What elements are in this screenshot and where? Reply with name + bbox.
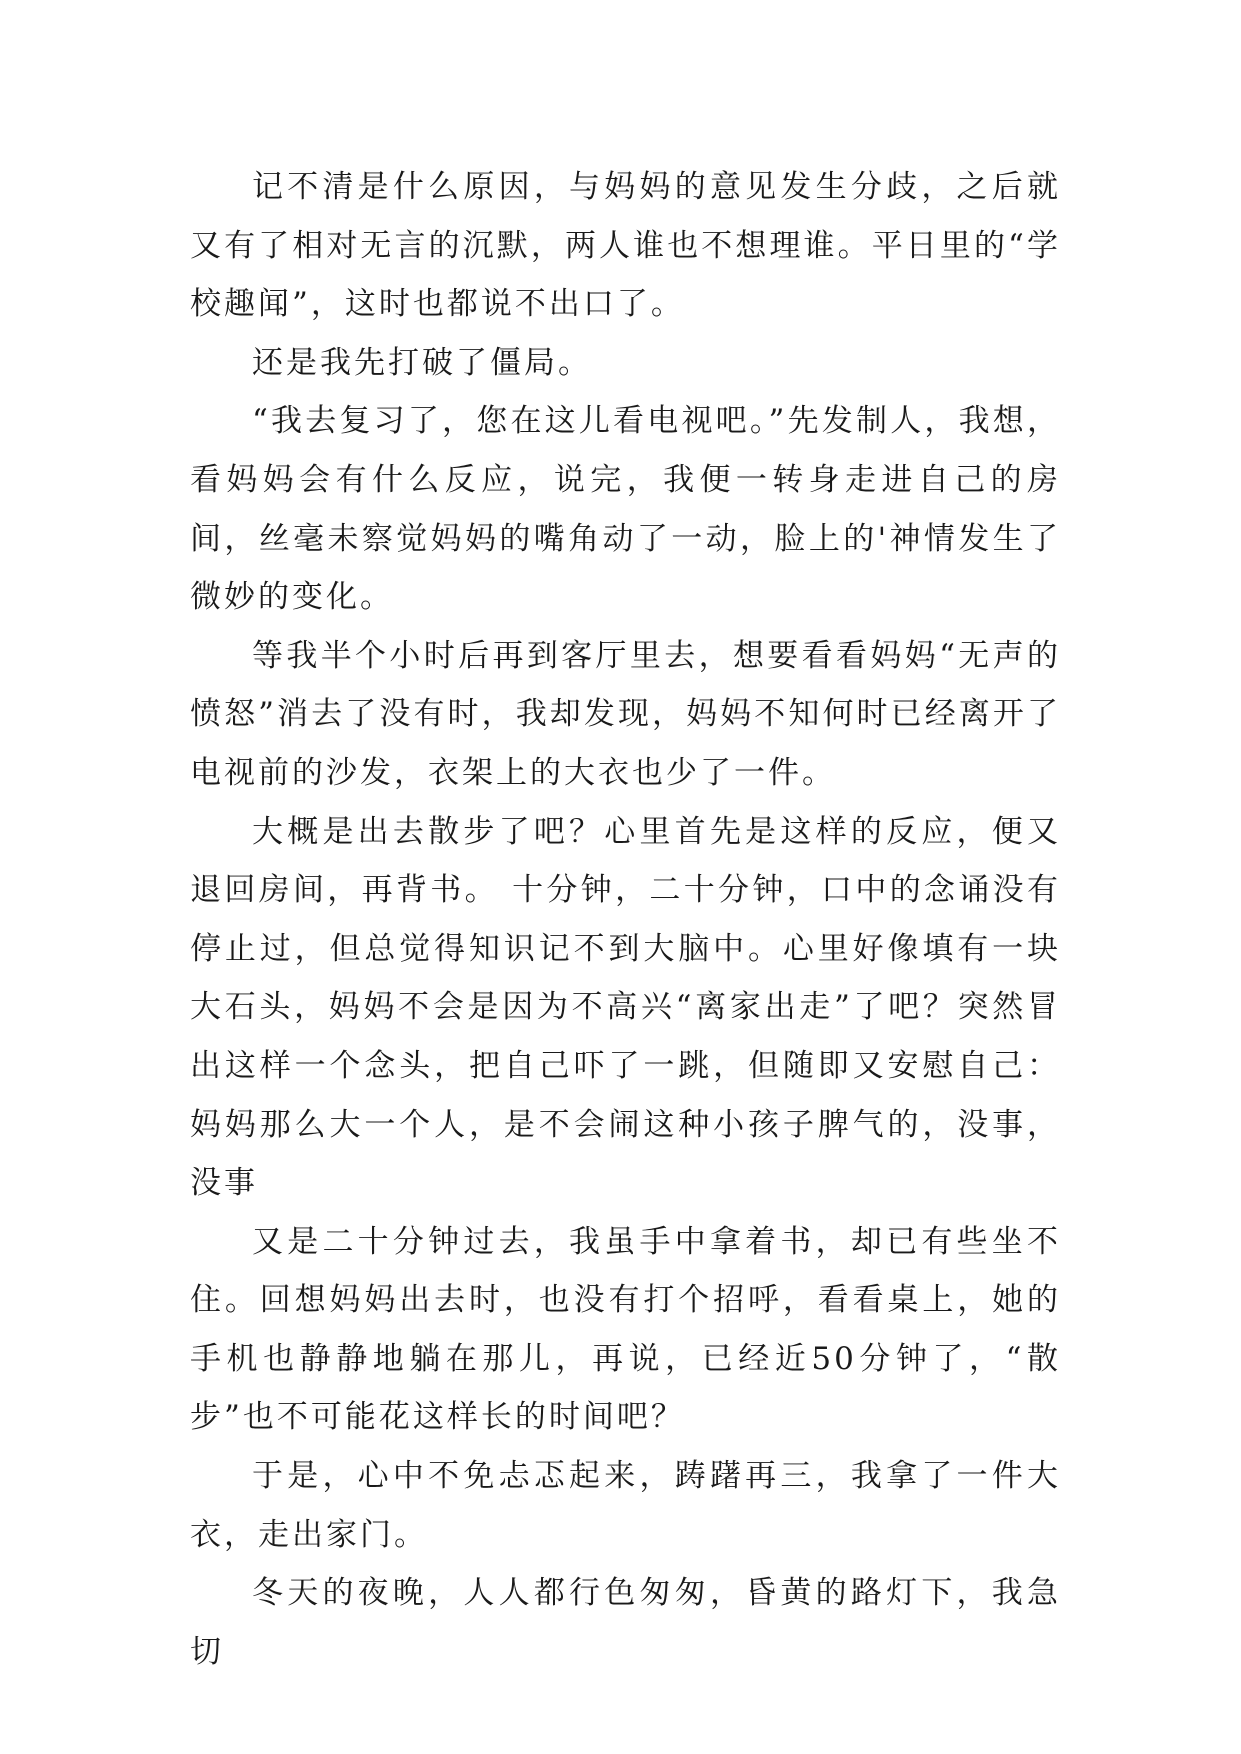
paragraph: 冬天的夜晚，人人都行色匆匆，昏黄的路灯下，我急切 [190, 1575, 1061, 1670]
paragraph: 记不清是什么原因，与妈妈的意见发生分歧，之后就又有了相对无言的沉默，两人谁也不想理谁。平日里的“学校趣闻”，这时也都说不出口了。 [190, 169, 1061, 323]
paragraph: 等我半个小时后再到客厅里去，想要看看妈妈“无声的愤怒”消去了没有时，我却发现，妈妈不知何时已经离开了电视前的沙发，衣架上的大衣也少了一件。 [190, 637, 1061, 791]
paragraph: 又是二十分钟过去，我虽手中拿着书，却已有些坐不住。回想妈妈出去时，也没有打个招呼，看看桌上，她的手机也静静地躺在那儿，再说，已经近50分钟了，“散步”也不可能花这样长的时间吧？ [190, 1223, 1061, 1436]
paragraph: “我去复习了，您在这儿看电视吧。”先发制人，我想，看妈妈会有什么反应，说完，我便一转身走进自己的房间，丝毫未察觉妈妈的嘴角动了一动，脸上的'神情发生了微妙的变化。 [190, 403, 1061, 616]
body-text [190, 158, 1061, 1681]
paragraph: 于是，心中不免忐忑起来，踌躇再三，我拿了一件大衣，走出家门。 [190, 1458, 1061, 1553]
paragraph: 还是我先打破了僵局。 [252, 344, 592, 381]
paragraph: 大概是出去散步了吧？心里首先是这样的反应，便又退回房间，再背书。 十分钟，二十分钟，口中的念诵没有停止过，但总觉得知识记不到大脑中。心里好像填有一块大石头，妈妈不会是因为不高兴“离家出走”了吧？突然冒出这样一个念头，把自己吓了一跳，但随即又安慰自己：妈妈那么大一个人，是不会闹这种小孩子脾气的，没事，没事 [190, 813, 1061, 1202]
